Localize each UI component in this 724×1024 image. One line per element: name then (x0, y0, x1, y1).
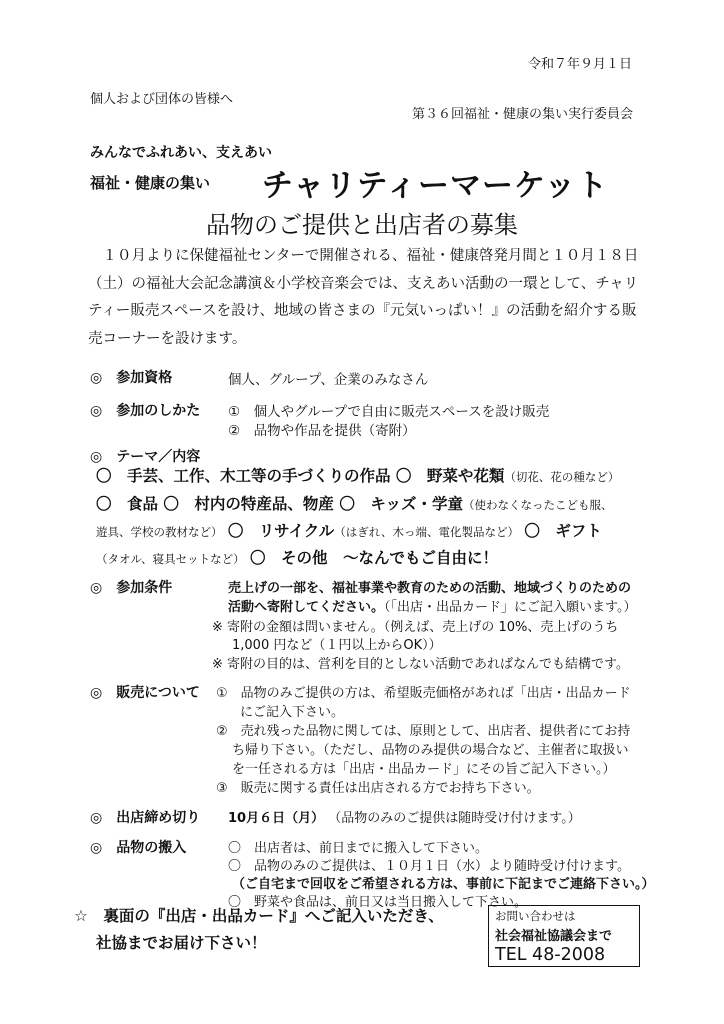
delivery-line-3: （ご自宅まで回収をご希望される方は、事前に下記までご連絡下さい。） (232, 877, 655, 892)
sender: 第３６回福祉・健康の集い実行委員会 (412, 107, 634, 122)
theme-kids-note: （使わなくなったこども服、 (463, 498, 613, 512)
theme-line-2 (96, 492, 613, 514)
theme-recycle: 〇 リサイクル (227, 522, 335, 540)
contact-org: 社会福祉協議会まで (495, 929, 613, 944)
contact-heading: お問い合わせは (495, 909, 576, 923)
theme-handmade: 〇 手芸、工作、木工等の手づくりの作品 (96, 467, 391, 485)
eligibility-text: 個人、グループ、企業のみなさん (228, 372, 429, 388)
theme-vegetables-note: （切花、花の種など） (504, 470, 620, 484)
theme-local-products: 〇 村内の特産品、物産 (163, 495, 334, 513)
contact-box (488, 905, 640, 967)
event-name: 福祉・健康の集い (90, 174, 211, 192)
deadline-text (228, 807, 581, 826)
eligibility-label: ◎ 参加資格 (90, 370, 173, 386)
theme-kids: 〇 キッズ・学童 (339, 495, 464, 513)
sales-label: ◎ 販売について (90, 685, 200, 701)
delivery-line-4: 〇 野菜や食品は、前日又は当日搬入して下さい。 (228, 895, 528, 910)
method-label: ◎ 参加のしかた (90, 403, 201, 419)
document-date: 令和７年９月１日 (528, 57, 633, 72)
sales-line-3: ② 売れ残った品物に関しては、原則として、出店者、提供者にてお持 (216, 724, 631, 739)
slogan: みんなでふれあい、支えあい (90, 145, 272, 161)
theme-line-1 (96, 464, 619, 486)
theme-recycle-note: （はぎれ、木っ端、電化製品など） (334, 525, 519, 539)
intro-paragraph: １０月よりに保健福祉センターで開催される、福祉・健康啓発月間と１０月１８日（土）の福祉大会記念講演＆小学校音楽会では、支えあい活動の一環として、チャリティー販売スペースを設け、地域の皆さまの『元気いっぱい！』の活動を紹介する販売コーナーを設けます。 (88, 248, 639, 347)
sales-line-5: を一任される方は「出店・出品カード」にその旨ご記入下さい。） (232, 762, 616, 777)
footer-instruction: ☆ 裏面の『出店・出品カード』へご記入いただき、 (74, 907, 444, 925)
sub-title: 品物のご提供と出店者の募集 (206, 211, 518, 239)
addressee: 個人および団体の皆様へ (90, 92, 234, 107)
main-title: チャリティーマーケット (262, 168, 609, 204)
conditions-line-5: ※ 寄附の目的は、営利を目的としない活動であればなんでも結構です。 (212, 657, 629, 672)
deadline-note: （品物のみのご提供は随時受け付けます。） (328, 811, 581, 826)
method-item-2: ② 品物や作品を提供（寄附） (228, 423, 416, 439)
delivery-line-1: 〇 出店者は、前日までに搬入して下さい。 (228, 841, 489, 856)
conditions-line-1: 売上げの一部を、福祉事業や教育のための活動、地域づくりのための (228, 581, 632, 596)
conditions-label: ◎ 参加条件 (90, 580, 173, 596)
conditions-line-2 (228, 596, 636, 615)
delivery-label: ◎ 品物の搬入 (90, 840, 187, 856)
footer-instruction-2: 社協までお届け下さい！ (96, 934, 267, 952)
theme-food: 〇 食品 (96, 495, 159, 513)
deadline-date: 10月６日（月） (228, 811, 325, 826)
theme-gift-note: （タオル、寝具セットなど） (96, 552, 245, 566)
deadline-label: ◎ 出店締め切り (90, 810, 201, 826)
method-item-1: ① 個人やグループで自由に販売スペースを設け販売 (228, 404, 550, 420)
theme-line-4 (96, 546, 498, 568)
theme-gift: 〇 ギフト (524, 522, 602, 540)
contact-tel: TEL 48-2008 (495, 945, 606, 965)
theme-label: ◎ テーマ／内容 (90, 449, 201, 465)
conditions-line-4: 1,000 円など（１円以上からOK）） (232, 638, 442, 653)
theme-other: 〇 その他 ～なんでもご自由に！ (250, 549, 499, 567)
sales-line-2: にご記入下さい。 (240, 705, 345, 720)
conditions-line-3: ※ 寄附の金額は問いません。（例えば、売上げの 10%、売上げのうち (212, 620, 619, 635)
sales-line-4: ち帰り下さい。（ただし、品物のみ提供の場合など、主催者に取扱い (232, 743, 629, 758)
theme-vegetables: 〇 野菜や花類 (395, 467, 505, 485)
theme-line-3 (96, 519, 602, 541)
sales-line-1: ① 品物のみご提供の方は、希望販売価格があれば「出店・出品カード (216, 686, 631, 701)
delivery-line-2: 〇 品物のみのご提供は、１０月１日（水）より随時受け付けます。 (228, 859, 630, 874)
sales-line-6: ③ 販売に関する責任は出店される方でお持ち下さい。 (216, 781, 540, 796)
conditions-donate: 活動へ寄附してください。 (228, 600, 385, 615)
conditions-card-note: （「出店・出品カード」にご記入願います。） (384, 600, 637, 615)
theme-kids-note-2: 遊具、学校の教材など） (96, 525, 223, 539)
